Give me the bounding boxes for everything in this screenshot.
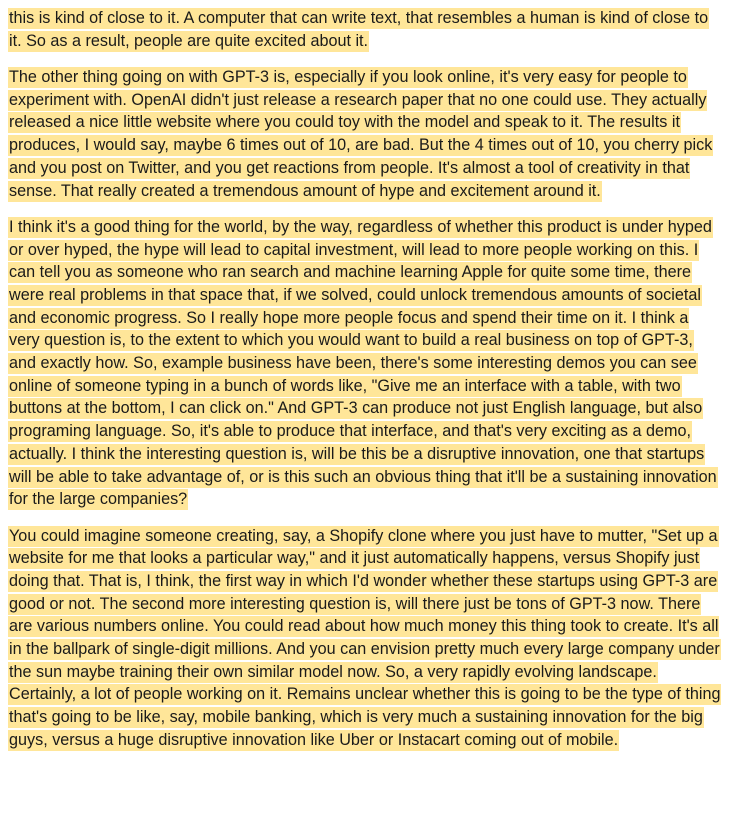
paragraph-2: [8, 66, 722, 202]
highlighted-text: The other thing going on with GPT-3 is, especially if you look online, it's very easy for people to experiment with. OpenAI didn't just release a research paper that no one could use. They actually released a nice little website where you could toy with the model and speak to it. The results it produces, I would say, maybe 6 times out of 10, are bad. But the 4 times out of 10, you cherry pick and you post on Twitter, and you get reactions from people. It's almost a tool of creativity in that sense. That really created a tremendous amount of hype and excitement around it.: [9, 68, 713, 200]
highlighted-text: I think it's a good thing for the world, by the way, regardless of whether this product is under hyped or over hyped, the hype will lead to capital investment, will lead to more people working on this. I can tell you as someone who ran search and machine learning Apple for quite some time, there were real problems in that space that, if we solved, could unlock tremendous amounts of societal and economic progress. So I really hope more people focus and spend their time on it. I think a very question is, to the extent to which you would want to build a real business on top of GPT-3, and exactly how. So, example business have been, there's some interesting demos you can see online of someone typing in a bunch of words like, "Give me an interface with a table, with two buttons at the bottom, I can click on." And GPT-3 can produce not just English language, but also programing language. So, it's able to produce that interface, and that's very exciting as a demo, actually. I think the interesting question is, will be this be a disruptive innovation, one that startups will be able to take advantage of, or is this such an obvious thing that it'll be a sustaining innovation for the large companies?: [9, 217, 717, 509]
paragraph-1: [8, 7, 722, 52]
highlighted-text: this is kind of close to it. A computer that can write text, that resembles a human is kind of close to it. So as a result, people are quite excited about it.: [9, 9, 709, 50]
paragraph-3: [8, 216, 722, 511]
document-body: [8, 7, 722, 752]
highlighted-text: You could imagine someone creating, say, a Shopify clone where you just have to mutter, "Set up a website for me that looks a particular way," and it just automatically happens, versus Shopify just doing that. That is, I think, the first way in which I'd wonder whether these startups using GPT-3 are good or not. The second more interesting question is, will there just be tons of GPT-3 now. There are various numbers online. You could read about how much money this thing took to create. It's all in the ballpark of single-digit millions. And you can envision pretty much every large company under the sun maybe training their own similar model now. So, a very rapidly evolving landscape. Certainly, a lot of people working on it. Remains unclear whether this is going to be the type of thing that's going to be like, say, mobile banking, which is very much a sustaining innovation for the big guys, versus a huge disruptive innovation like Uber or Instacart coming out of mobile.: [9, 526, 721, 749]
paragraph-4: [8, 525, 722, 752]
